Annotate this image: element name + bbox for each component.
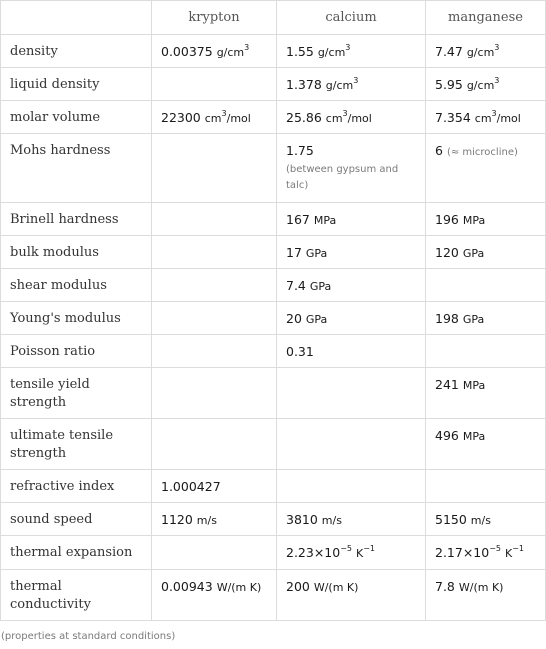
cell-ca — [277, 68, 426, 101]
cell-mn — [426, 302, 546, 335]
cell-mn — [426, 368, 546, 419]
cell-unit: GPa — [305, 313, 328, 326]
cell-unit-tail: /mol — [347, 112, 372, 125]
cell-kr — [152, 236, 277, 269]
table-row — [1, 419, 546, 470]
cell-value: 196 — [435, 212, 459, 227]
cell-value: 1120 — [161, 512, 193, 527]
cell-unit: GPa — [309, 280, 332, 293]
cell-unit-exponent: 3 — [353, 75, 359, 85]
cell-unit-exponent: 3 — [221, 108, 227, 118]
cell-value: 5150 — [435, 512, 467, 527]
cell-unit: GPa — [305, 247, 328, 260]
cell-value: 496 — [435, 428, 459, 443]
cell-unit: K — [356, 547, 364, 560]
cell-unit: g/cm — [216, 46, 245, 59]
cell-unit: GPa — [462, 313, 485, 326]
header-calcium: calcium — [277, 1, 426, 35]
cell-unit-exponent: −1 — [512, 543, 525, 553]
cell-note: (≈ microcline) — [446, 147, 518, 158]
cell-unit: W/(m K) — [216, 581, 262, 594]
cell-mn — [426, 269, 546, 302]
cell-unit-tail: /mol — [496, 112, 521, 125]
row-label: density — [1, 35, 152, 68]
cell-ca — [277, 419, 426, 470]
table-row — [1, 470, 546, 503]
table-row — [1, 302, 546, 335]
cell-value: 1.000427 — [161, 479, 221, 494]
header-corner — [1, 1, 152, 35]
cell-ca — [277, 101, 426, 134]
row-label: Brinell hardness — [1, 203, 152, 236]
cell-unit: cm — [204, 112, 222, 125]
cell-unit: cm — [325, 112, 343, 125]
cell-kr — [152, 335, 277, 368]
cell-unit: W/(m K) — [458, 581, 504, 594]
cell-kr — [152, 419, 277, 470]
cell-mn — [426, 470, 546, 503]
header-row — [1, 1, 546, 35]
cell-value: 1.75 — [286, 143, 314, 158]
cell-unit: MPa — [462, 430, 486, 443]
cell-ca — [277, 470, 426, 503]
cell-unit: m/s — [321, 514, 342, 527]
cell-exponent: −5 — [340, 543, 353, 553]
cell-value: 20 — [286, 311, 302, 326]
footer-note: (properties at standard conditions) — [1, 631, 176, 642]
cell-ca — [277, 134, 426, 203]
table-row — [1, 570, 546, 621]
cell-unit-exponent: 3 — [494, 42, 500, 52]
cell-unit: g/cm — [325, 79, 354, 92]
table-row — [1, 269, 546, 302]
cell-unit: K — [505, 547, 513, 560]
cell-exponent: −5 — [489, 543, 502, 553]
cell-unit-tail: /mol — [226, 112, 251, 125]
cell-unit-exponent: 3 — [345, 42, 351, 52]
cell-kr — [152, 269, 277, 302]
cell-unit-exponent: −1 — [363, 543, 376, 553]
cell-unit-exponent: 3 — [342, 108, 348, 118]
cell-mn — [426, 419, 546, 470]
cell-value: 3810 — [286, 512, 318, 527]
table-row — [1, 368, 546, 419]
row-label: liquid density — [1, 68, 152, 101]
table-row — [1, 68, 546, 101]
row-label: shear modulus — [1, 269, 152, 302]
cell-note: (between gypsum and talc) — [286, 164, 399, 191]
row-label: bulk modulus — [1, 236, 152, 269]
cell-value: 241 — [435, 377, 459, 392]
cell-value: 7.354 — [435, 110, 471, 125]
cell-ca — [277, 335, 426, 368]
cell-unit: cm — [474, 112, 492, 125]
cell-kr — [152, 368, 277, 419]
cell-kr — [152, 302, 277, 335]
cell-unit: g/cm — [466, 79, 495, 92]
cell-unit: MPa — [462, 379, 486, 392]
table-row — [1, 35, 546, 68]
cell-kr — [152, 503, 277, 536]
cell-kr — [152, 35, 277, 68]
cell-mn — [426, 335, 546, 368]
row-label: ultimate tensile strength — [1, 419, 152, 470]
row-label: thermal conductivity — [1, 570, 152, 621]
cell-unit: m/s — [196, 514, 217, 527]
cell-ca — [277, 503, 426, 536]
cell-value: 1.378 — [286, 77, 322, 92]
cell-value: 200 — [286, 579, 310, 594]
row-label: refractive index — [1, 470, 152, 503]
row-label: tensile yield strength — [1, 368, 152, 419]
cell-unit: m/s — [470, 514, 491, 527]
cell-mn — [426, 68, 546, 101]
cell-mn — [426, 536, 546, 570]
cell-unit-exponent: 3 — [491, 108, 497, 118]
table-row — [1, 203, 546, 236]
cell-value: 6 — [435, 143, 443, 158]
cell-value: 22300 — [161, 110, 201, 125]
cell-unit: MPa — [313, 214, 337, 227]
table-row — [1, 335, 546, 368]
cell-value: 120 — [435, 245, 459, 260]
cell-ca — [277, 570, 426, 621]
cell-value: 0.00375 — [161, 44, 213, 59]
cell-mn — [426, 101, 546, 134]
cell-ca — [277, 269, 426, 302]
cell-ca — [277, 368, 426, 419]
cell-unit-exponent: 3 — [244, 42, 250, 52]
table-row — [1, 503, 546, 536]
cell-kr — [152, 536, 277, 570]
cell-unit: GPa — [462, 247, 485, 260]
cell-kr — [152, 68, 277, 101]
cell-ca — [277, 203, 426, 236]
header-manganese: manganese — [426, 1, 546, 35]
cell-value: 167 — [286, 212, 310, 227]
row-label: Mohs hardness — [1, 134, 152, 203]
cell-value: 0.00943 — [161, 579, 213, 594]
cell-ca — [277, 236, 426, 269]
cell-mn — [426, 35, 546, 68]
cell-kr — [152, 134, 277, 203]
cell-kr — [152, 203, 277, 236]
cell-unit: g/cm — [317, 46, 346, 59]
cell-unit-exponent: 3 — [494, 75, 500, 85]
cell-mn — [426, 203, 546, 236]
cell-kr — [152, 570, 277, 621]
cell-unit: MPa — [462, 214, 486, 227]
cell-value: 7.8 — [435, 579, 455, 594]
cell-value: 1.55 — [286, 44, 314, 59]
cell-value: 17 — [286, 245, 302, 260]
table-row — [1, 134, 546, 203]
cell-value: 7.4 — [286, 278, 306, 293]
row-label: molar volume — [1, 101, 152, 134]
cell-mn — [426, 503, 546, 536]
cell-unit: g/cm — [466, 46, 495, 59]
cell-mn — [426, 134, 546, 203]
cell-value: 2.17×10 — [435, 545, 490, 560]
cell-unit: W/(m K) — [313, 581, 359, 594]
cell-ca — [277, 536, 426, 570]
cell-ca — [277, 302, 426, 335]
header-krypton: krypton — [152, 1, 277, 35]
cell-value: 25.86 — [286, 110, 322, 125]
row-label: sound speed — [1, 503, 152, 536]
row-label: thermal expansion — [1, 536, 152, 570]
cell-mn — [426, 570, 546, 621]
cell-value: 0.31 — [286, 344, 314, 359]
table-row — [1, 101, 546, 134]
table-row — [1, 536, 546, 570]
cell-mn — [426, 236, 546, 269]
cell-ca — [277, 35, 426, 68]
cell-kr — [152, 101, 277, 134]
table-row — [1, 236, 546, 269]
row-label: Young's modulus — [1, 302, 152, 335]
cell-value: 7.47 — [435, 44, 463, 59]
cell-value: 198 — [435, 311, 459, 326]
cell-value: 2.23×10 — [286, 545, 341, 560]
cell-value: 5.95 — [435, 77, 463, 92]
row-label: Poisson ratio — [1, 335, 152, 368]
cell-kr — [152, 470, 277, 503]
